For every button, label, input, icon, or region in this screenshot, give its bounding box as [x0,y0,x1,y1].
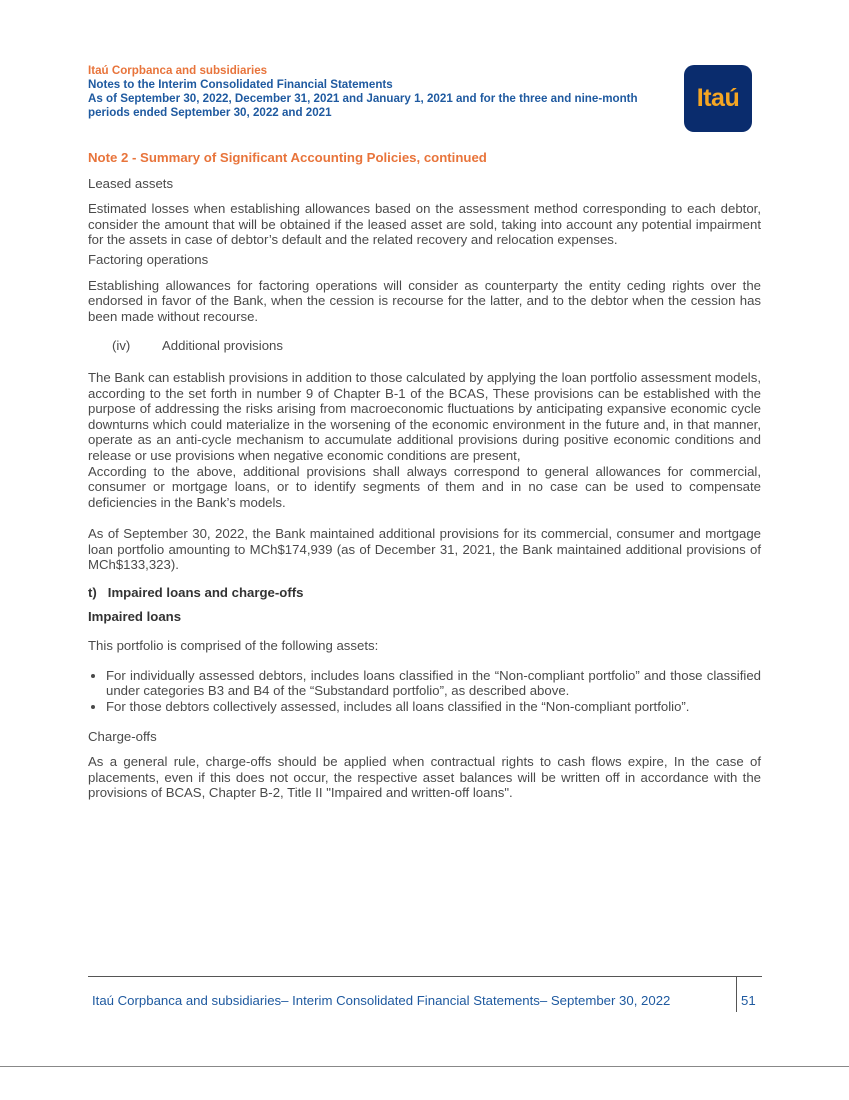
additional-provisions-heading [88,338,761,354]
itau-logo [684,65,752,132]
charge-offs-title: Charge-offs [88,728,157,744]
footer-separator [736,976,737,1012]
page-number: 51 [741,993,756,1008]
impaired-loans-intro: This portfolio is comprised of the following assets: [88,638,379,654]
header-company: Itaú Corpbanca and subsidiaries [88,64,268,77]
leased-assets-body: Estimated losses when establishing allowances based on the assessment method corresponding to each debtor, consider the amount that will be obtained if the leased asset are sold, taking into account any potential impairment for the assets in case of debtor’s default and the related recovery and relocation expenses. [88,201,761,248]
additional-provisions-p1: The Bank can establish provisions in addition to those calculated by applying the loan portfolio assessment models, according to the set forth in number 9 of Chapter B-1 of the BCAS, These provisions can be established with the purpose of addressing the risks arising from macroeconomic fluctuations by anticipating expansive economic cycle downturns which could materialize in the worsening of the economic environment in the future and, in that manner, operate as an anti-cycle mechanism to accumulate additional provisions during positive economic conditions and release or use provisions when negative economic conditions are present, [88,369,761,463]
section-t-heading: t) Impaired loans and charge-offs [88,585,304,601]
note-title: Note 2 - Summary of Significant Accounting Policies, continued [88,150,487,165]
additional-provisions-p2: According to the above, additional provisions shall always correspond to general allowances for commercial, consumer or mortgage loans, or to identify segments of them and in no case can be used to compensate deficiencies in the Bank’s models. [88,463,761,510]
item-number: (iv) [112,338,131,354]
header-period: As of September 30, 2022, December 31, 2021 and January 1, 2021 and for the three and nine-month periods ended September 30, 2022 and 2021 [88,92,638,119]
page-content [88,150,761,801]
page-bottom-rule [0,1066,849,1067]
footer-divider [88,976,762,977]
item-title: Additional provisions [162,338,283,354]
itau-logo-text: Itaú [696,84,740,112]
footer-text: Itaú Corpbanca and subsidiaries– Interim Consolidated Financial Statements– September 30, 2022 [92,993,671,1008]
page-header [88,64,658,120]
impaired-loans-list [88,668,761,715]
leased-assets-title: Leased assets [88,175,174,191]
factoring-title: Factoring operations [88,251,209,267]
list-item: • For individually assessed debtors, includes loans classified in the “Non-compliant portfolio” and those classified under categories B3 and B4 of the “Substandard portfolio”, as described above. [106,668,761,699]
factoring-body: Establishing allowances for factoring operations will consider as counterparty the entity ceding rights over the endorsed in favor of the Bank, when the cession is recourse for the latter, and to the debtor when the cession has been made without recourse. [88,277,761,324]
list-item: • For those debtors collectively assessed, includes all loans classified in the “Non-compliant portfolio”. [106,699,761,715]
additional-provisions-p3: As of September 30, 2022, the Bank maintained additional provisions for its commercial, consumer and mortgage loan portfolio amounting to MCh$174,939 (as of December 31, 2021, the Bank maintained additional provisions of MCh$133,323). [88,526,761,573]
header-subtitle: Notes to the Interim Consolidated Financial Statements [88,78,393,91]
impaired-loans-title: Impaired loans [88,608,182,624]
charge-offs-body: As a general rule, charge-offs should be applied when contractual rights to cash flows expire, In the case of placements, even if this does not occur, the respective asset balances will be written off in accordance with the provisions of BCAS, Chapter B-2, Title II "Impaired and written-off loans". [88,754,761,801]
